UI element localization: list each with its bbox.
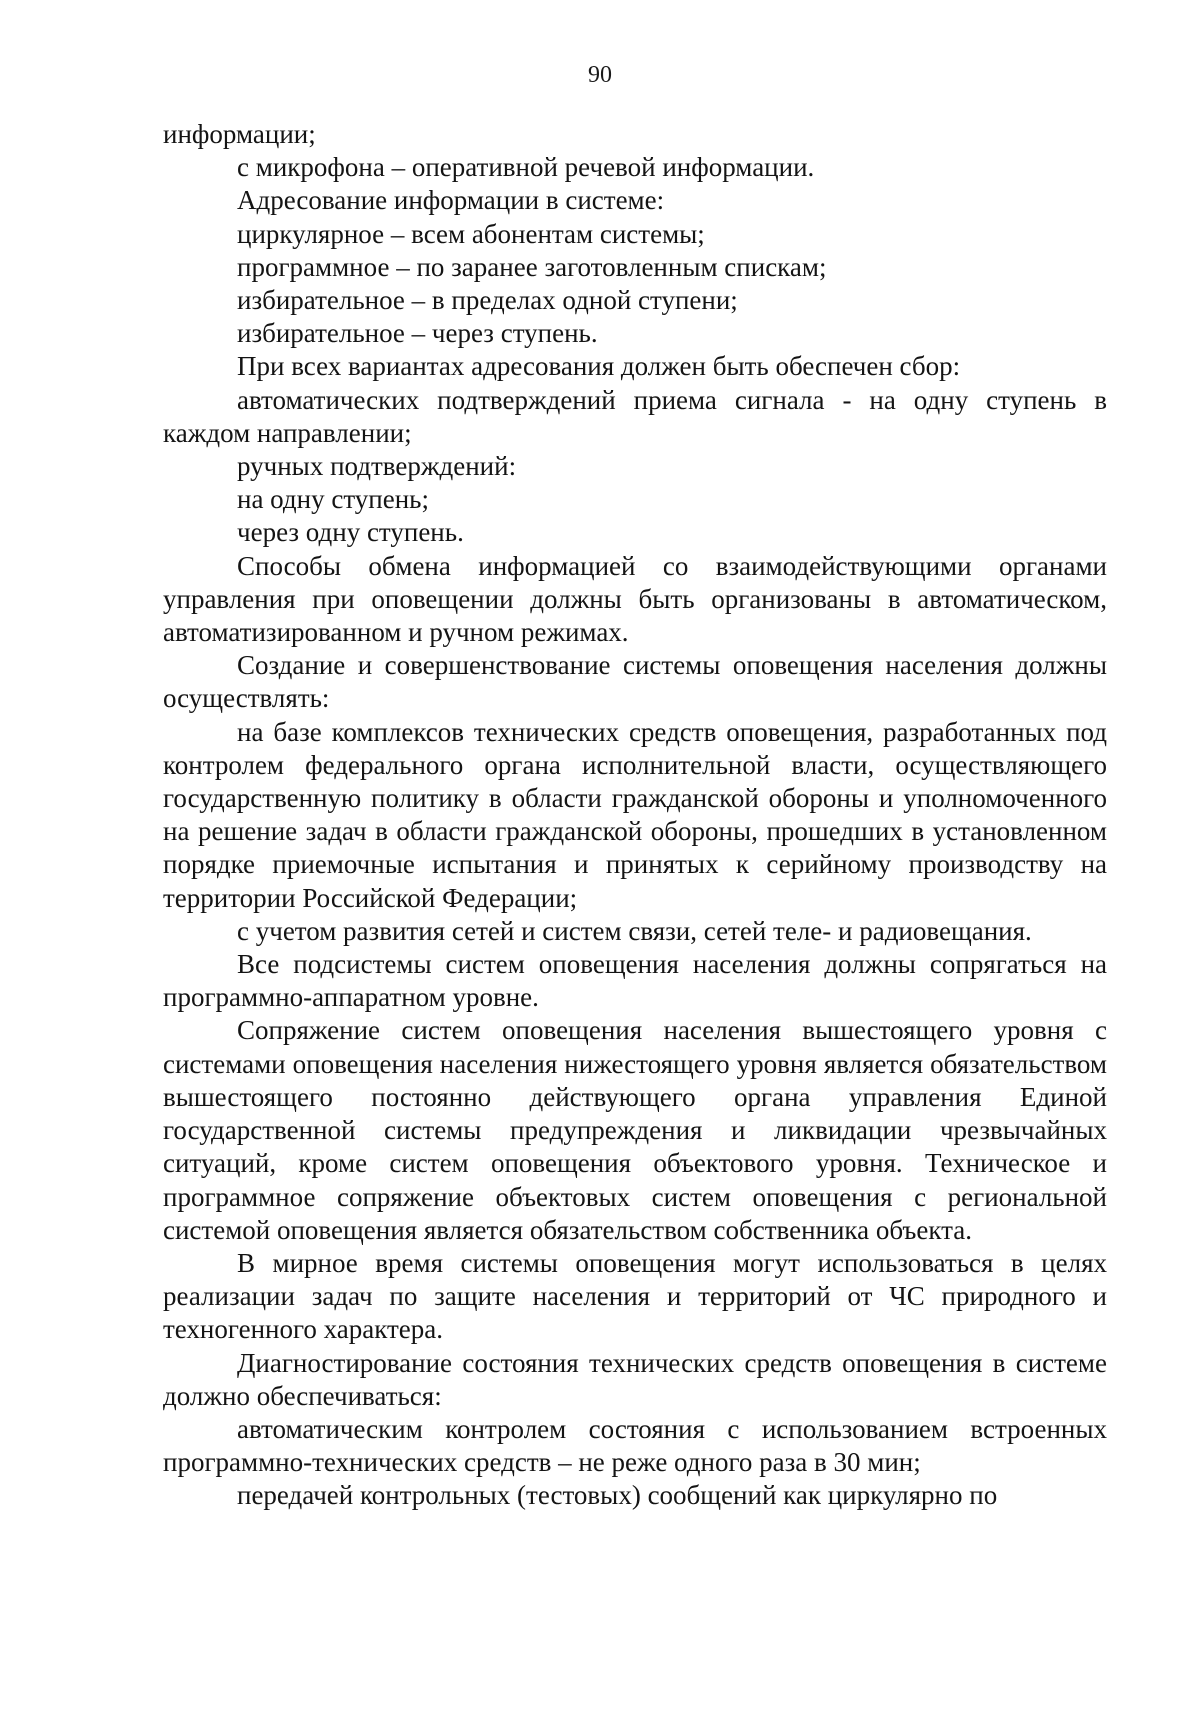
paragraph: автоматическим контролем состояния с использованием встроенных программно-технических средств – не реже одного раза в 30 мин; (163, 1413, 1107, 1478)
paragraph: Сопряжение систем оповещения населения вышестоящего уровня с системами оповещения населения нижестоящего уровня является обязательством вышестоящего постоянно действующего органа управления Единой государственной системы предупреждения и ликвидации чрезвычайных ситуаций, кроме систем оповещения объектового уровня. Техническое и программное сопряжение объектовых систем оповещения с региональной системой оповещения является обязательством собственника объекта. (163, 1015, 1107, 1245)
paragraph: на одну ступень; (237, 484, 429, 515)
paragraph: через одну ступень. (237, 517, 464, 548)
paragraph: ручных подтверждений: (237, 451, 517, 482)
paragraph: с учетом развития сетей и систем связи, сетей теле- и радиовещания. (237, 915, 1032, 946)
paragraph: Адресование информации в системе: (237, 185, 665, 216)
paragraph: Все подсистемы систем оповещения населения должны сопрягаться на программно-аппаратном уровне. (163, 949, 1107, 1013)
paragraph: При всех вариантах адресования должен быть обеспечен сбор: (237, 351, 961, 382)
paragraph: передачей контрольных (тестовых) сообщений как циркулярно по (237, 1480, 998, 1511)
paragraph: В мирное время системы оповещения могут использоваться в целях реализации задач по защите населения и территорий от ЧС природного и техногенного характера. (163, 1247, 1107, 1345)
paragraph: информации; (163, 119, 316, 149)
paragraph: с микрофона – оперативной речевой информации. (237, 152, 815, 183)
paragraph: избирательное – через ступень. (237, 318, 598, 349)
paragraph: циркулярное – всем абонентам системы; (237, 218, 705, 249)
paragraph: автоматических подтверждений приема сигнала - на одну ступень в каждом направлении; (163, 384, 1107, 448)
paragraph: Создание и совершенствование системы оповещения населения должны осуществлять: (163, 650, 1107, 714)
page-number: 90 (588, 62, 612, 88)
paragraph: Способы обмена информацией со взаимодействующими органами управления при оповещении должны быть организованы в автоматическом, автоматизированном и ручном режимах. (163, 550, 1107, 648)
paragraph: избирательное – в пределах одной ступени; (237, 285, 738, 316)
paragraph: на базе комплексов технических средств оповещения, разработанных под контролем федерального органа исполнительной власти, осуществляющего государственную политику в области гражданской обороны и уполномоченного на решение задач в области гражданской обороны, прошедших в установленном порядке приемочные испытания и принятых к серийному производству на территории Российской Федерации; (163, 716, 1107, 913)
document-body (163, 118, 1107, 1513)
paragraph: программное – по заранее заготовленным спискам; (237, 251, 827, 282)
paragraph: Диагностирование состояния технических средств оповещения в системе должно обеспечиваться: (163, 1347, 1107, 1411)
